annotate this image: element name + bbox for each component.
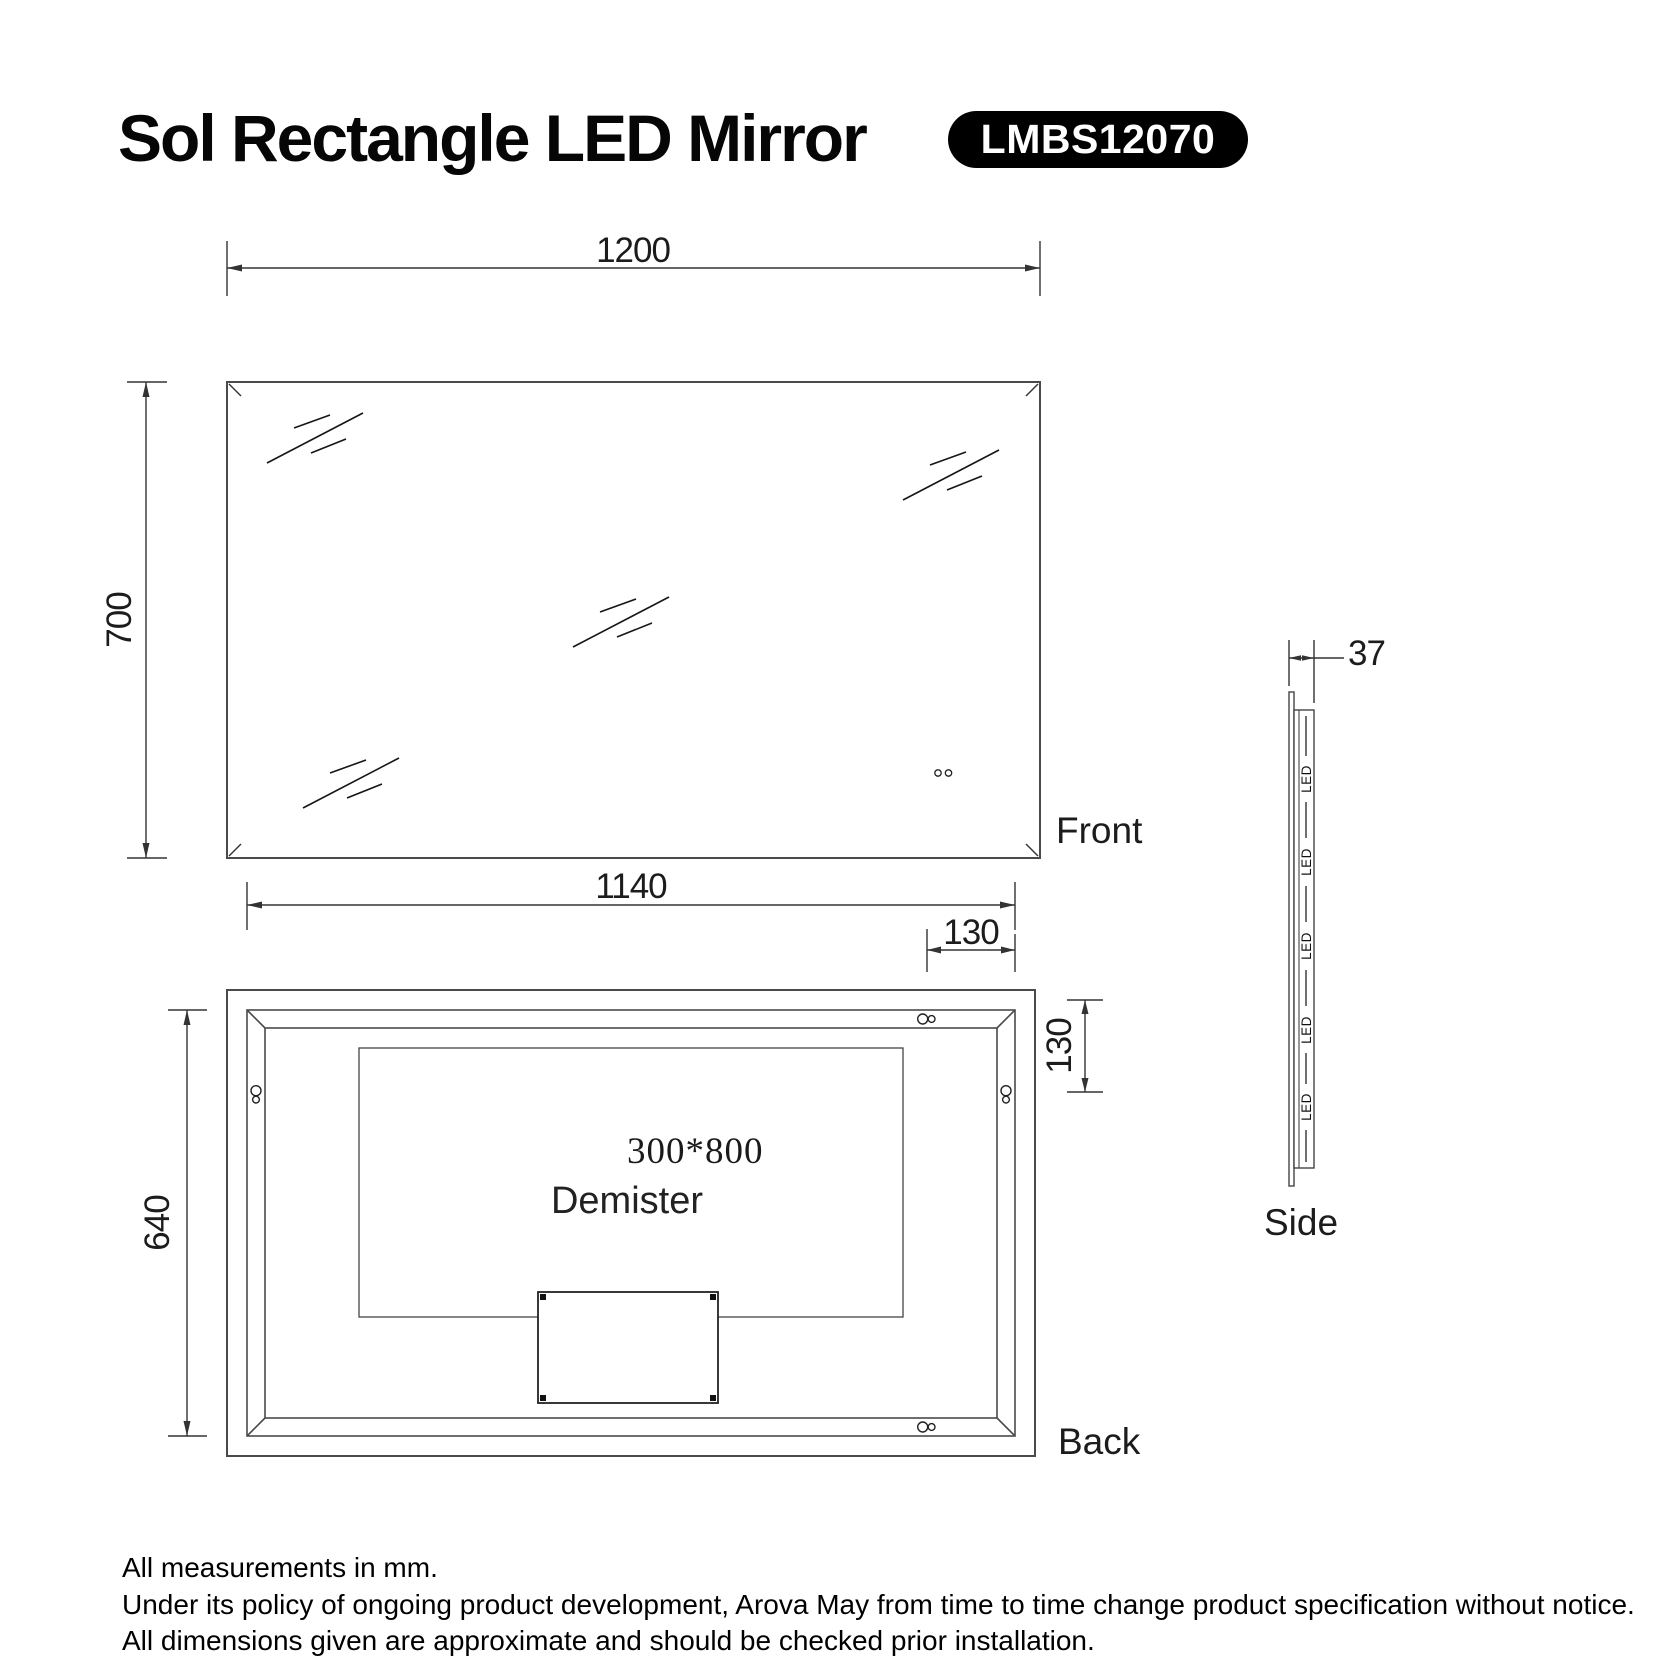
back-view xyxy=(227,990,1035,1456)
footer-line-3: All dimensions given are approximate and should be checked prior installation. xyxy=(122,1625,1095,1656)
dim-label-37: 37 xyxy=(1348,634,1385,673)
front-view-label: Front xyxy=(1056,810,1143,851)
led-label-1: LED xyxy=(1299,765,1314,793)
side-view xyxy=(1289,640,1344,1186)
footer-line-2: Under its policy of ongoing product development, Arova May from time to time change product specification without notice. xyxy=(122,1588,1635,1620)
demister-label: Demister xyxy=(550,1180,704,1222)
model-badge: LMBS12070 xyxy=(948,111,1248,168)
led-label-4: LED xyxy=(1299,1016,1314,1044)
junction-box xyxy=(538,1292,718,1403)
page-title: Sol Rectangle LED Mirror xyxy=(118,101,866,175)
dim-label-130-horizontal: 130 xyxy=(943,913,999,952)
footer-line-1: All measurements in mm. xyxy=(122,1552,438,1583)
back-view-label: Back xyxy=(1058,1421,1141,1462)
demister-size-label: 300*800 xyxy=(627,1131,764,1172)
dim-label-130-vertical: 130 xyxy=(1040,1018,1079,1074)
dim-label-1140: 1140 xyxy=(595,867,667,906)
dim-label-640: 640 xyxy=(138,1195,177,1251)
led-label-5: LED xyxy=(1299,1093,1314,1121)
front-view xyxy=(227,382,1040,858)
led-label-2: LED xyxy=(1299,848,1314,876)
led-label-3: LED xyxy=(1299,932,1314,960)
side-glass xyxy=(1289,692,1294,1186)
side-view-label: Side xyxy=(1263,1202,1339,1243)
footer-notes xyxy=(122,1550,1635,1660)
dimension-line-37 xyxy=(1289,640,1344,703)
dim-label-700: 700 xyxy=(100,592,139,648)
dim-label-1200: 1200 xyxy=(596,231,670,270)
